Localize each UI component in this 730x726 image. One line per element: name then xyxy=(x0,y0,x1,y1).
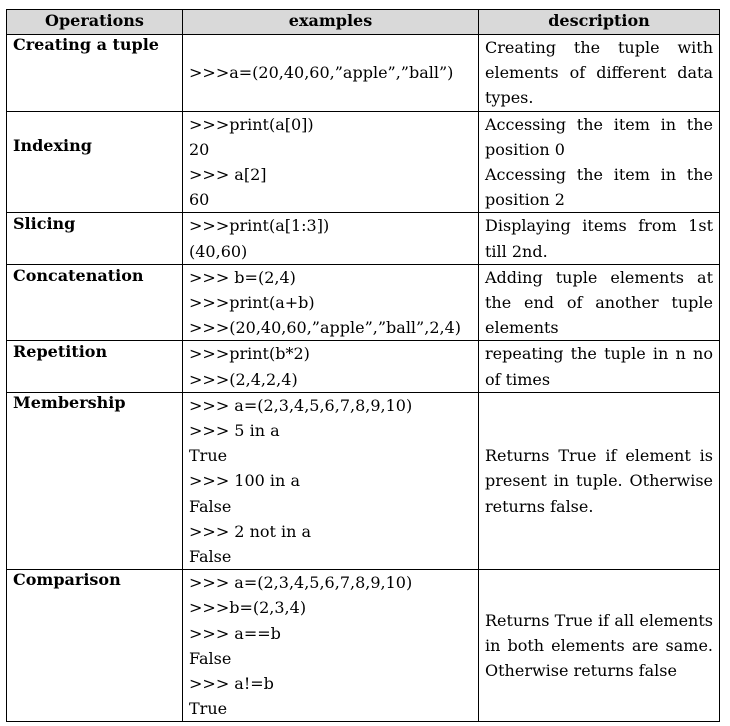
table-row xyxy=(7,392,720,569)
example-line: >>>a=(20,40,60,”apple”,”ball”) xyxy=(189,63,454,83)
example-line: False xyxy=(189,496,232,516)
description-line: Accessing the item in the xyxy=(485,165,713,185)
description-line: Otherwise returns false xyxy=(485,661,677,681)
table-row xyxy=(7,213,720,264)
description-line: elements xyxy=(485,318,559,338)
description-line: returns false. xyxy=(485,496,594,516)
header-operations: Operations xyxy=(7,10,183,35)
description-line: elements of different data xyxy=(485,63,713,83)
description-line: position 2 xyxy=(485,190,565,210)
example-line: >>> a=(2,3,4,5,6,7,8,9,10) xyxy=(189,395,413,415)
description-line: position 0 xyxy=(485,139,565,159)
examples-cell xyxy=(183,341,479,392)
example-line: 60 xyxy=(189,190,210,210)
operation-cell: Indexing xyxy=(7,111,183,213)
table-row xyxy=(7,264,720,341)
example-line: >>> a!=b xyxy=(189,674,274,694)
description-line: Returns True if element is xyxy=(485,446,713,466)
example-line: >>> a=(2,3,4,5,6,7,8,9,10) xyxy=(189,573,413,593)
table-row xyxy=(7,111,720,213)
example-line: >>> 100 in a xyxy=(189,471,300,491)
header-description: description xyxy=(479,10,720,35)
example-line: True xyxy=(189,446,228,466)
examples-cell xyxy=(183,35,479,112)
example-line: >>> a[2] xyxy=(189,165,267,185)
example-line: True xyxy=(189,699,228,719)
example-line: >>> b=(2,4) xyxy=(189,267,296,287)
operation-cell: Creating a tuple xyxy=(7,35,183,112)
description-line: repeating the tuple in n no xyxy=(485,344,713,364)
description-line: till 2nd. xyxy=(485,241,548,261)
description-line: in both elements are same. xyxy=(485,636,713,656)
operation-cell: Comparison xyxy=(7,570,183,722)
examples-cell xyxy=(183,570,479,722)
description-cell xyxy=(479,341,720,392)
table-row xyxy=(7,341,720,392)
operation-cell: Slicing xyxy=(7,213,183,264)
description-line: Creating the tuple with xyxy=(485,38,713,57)
description-cell xyxy=(479,213,720,264)
description-line: of times xyxy=(485,369,551,389)
description-cell xyxy=(479,264,720,341)
description-line: Adding tuple elements at xyxy=(485,267,713,287)
description-cell xyxy=(479,570,720,722)
examples-cell xyxy=(183,111,479,213)
operation-cell: Concatenation xyxy=(7,264,183,341)
examples-cell xyxy=(183,264,479,341)
example-line: (40,60) xyxy=(189,241,248,261)
examples-cell xyxy=(183,213,479,264)
table-row xyxy=(7,570,720,722)
example-line: >>> 2 not in a xyxy=(189,521,312,541)
table-row xyxy=(7,35,720,112)
example-line: >>>b=(2,3,4) xyxy=(189,598,307,618)
example-line: >>>print(b*2) xyxy=(189,344,310,364)
example-line: >>>print(a[1:3]) xyxy=(189,216,330,236)
examples-cell xyxy=(183,392,479,569)
description-line: Displaying items from 1st xyxy=(485,216,713,236)
example-line: >>>print(a[0]) xyxy=(189,114,314,134)
example-line: 20 xyxy=(189,139,210,159)
operation-cell: Repetition xyxy=(7,341,183,392)
example-line: False xyxy=(189,648,232,668)
description-line: types. xyxy=(485,88,534,108)
example-line: >>> 5 in a xyxy=(189,421,280,441)
header-examples: examples xyxy=(183,10,479,35)
example-line: False xyxy=(189,547,232,567)
description-line: present in tuple. Otherwise xyxy=(485,471,713,491)
operation-cell: Membership xyxy=(7,392,183,569)
header-row xyxy=(7,10,720,35)
description-cell xyxy=(479,392,720,569)
description-line: Accessing the item in the xyxy=(485,114,713,134)
tuple-operations-table xyxy=(6,9,720,722)
example-line: >>>(2,4,2,4) xyxy=(189,369,298,389)
description-line: the end of another tuple xyxy=(485,293,713,313)
example-line: >>>(20,40,60,”apple”,”ball”,2,4) xyxy=(189,318,461,338)
example-line: >>>print(a+b) xyxy=(189,293,315,313)
description-line: Returns True if all elements xyxy=(485,611,713,631)
description-cell xyxy=(479,35,720,112)
example-line: >>> a==b xyxy=(189,623,281,643)
description-cell xyxy=(479,111,720,213)
